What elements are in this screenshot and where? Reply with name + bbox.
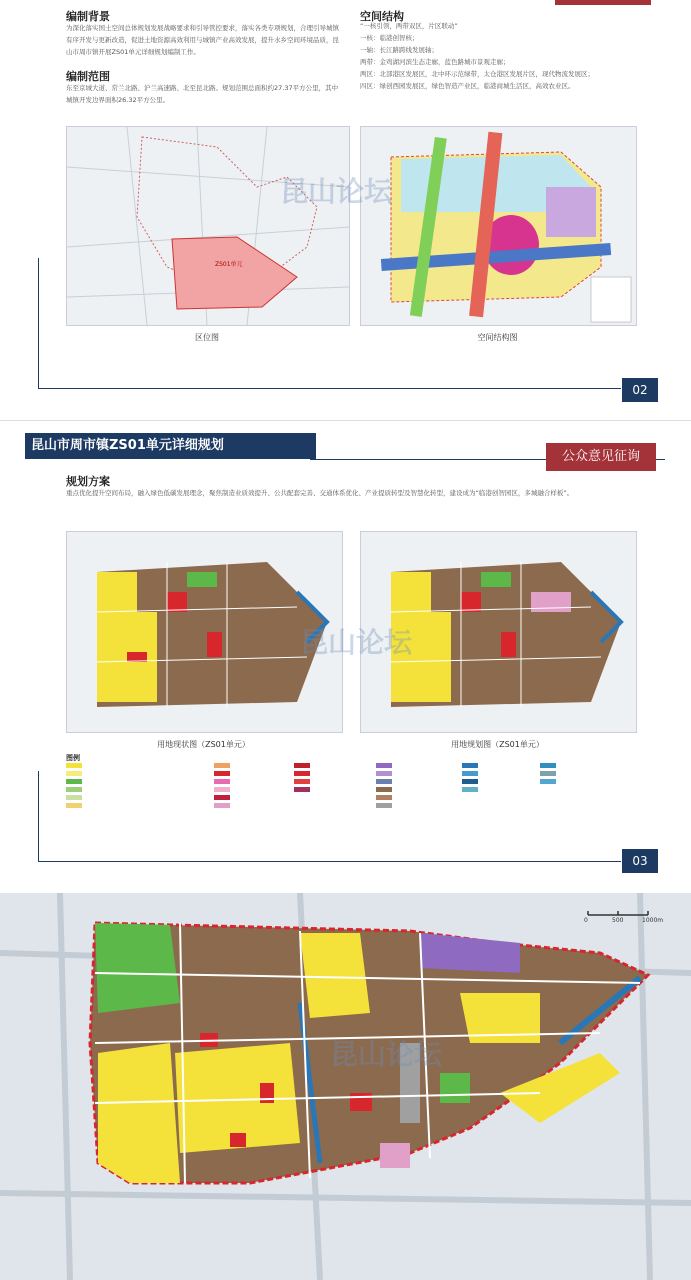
heading-structure: 空间结构 [360,10,404,23]
frame-line [38,771,39,861]
structure-line: 两带：金鸡湖河滨生态走廊，蓝色路城市景观走廊； [360,58,510,66]
scale-label: 0 [584,917,588,924]
text-plan: 重点优化提升空间布局，融入绿色低碳发展理念，聚焦制造业质效提升、公共配套完善、交通体系优化、产业提质转型及智慧化转型，建设成为“临港创智园区，多城融合样板”。 [66,489,574,497]
legend-title: 图例 [66,754,80,762]
heading-background: 编制背景 [66,10,110,23]
frame-line [38,258,39,388]
page-number: 03 [622,849,658,873]
structure-line: “一核引领，两带双区，片区联动” [360,22,458,30]
structure-list [360,20,660,92]
watermark: 昆山论坛 [300,626,413,659]
text-background: 为深化落实国土空间总体规划发展战略要求和引导管控要求，落实各类专项规划，合理引导城镇有序开发与更新改造，促进土地资源高效利用与城镇产业高效发展，提升水乡空间环境品质，昆山市周市镇开展ZS01单元详细规划编制工作。 [66,24,339,56]
heading-plan: 规划方案 [66,475,110,488]
document-title: 昆山市周市镇ZS01单元详细规划 [25,433,316,459]
legend-swatches [66,761,642,833]
structure-map [360,126,637,326]
structure-line: 一核：临港创智核； [360,34,419,42]
location-map-caption: 区位图 [195,333,219,342]
accent-bar [555,0,651,5]
location-map [66,126,350,326]
watermark: 昆山论坛 [330,1038,443,1071]
page-02 [0,0,691,412]
location-map-svg [67,127,349,325]
structure-map-svg [361,127,636,325]
structure-line: 两区：北部港区发展区，北中环示范绿带，太仓港区发展片区，现代物流发展区； [360,70,594,78]
scale-label: 1000m [642,917,664,924]
frame-line [38,388,621,389]
public-consultation-badge: 公众意见征询 [546,443,656,471]
structure-line: 四区：绿创西园发展区，绿色智造产业区，临港商城生活区，高效农业区。 [360,82,575,90]
detail-map-svg [0,893,691,1280]
planned-map-caption: 用地规划图（ZS01单元） [451,740,544,749]
scale-label: 500 [612,917,624,924]
structure-map-caption: 空间结构图 [477,333,518,342]
legend [66,761,642,833]
watermark: 昆山论坛 [280,175,393,208]
zs01-label: ZS01单元 [215,261,243,268]
current-map-caption: 用地现状图（ZS01单元） [157,740,250,749]
page-03 [0,420,691,886]
text-scope: 东至京城大道、常兰北路、沪兰高速路、北至昆北路。规划范围总面积约27.37平方公里，其中城镇开发边界面积26.32平方公里。 [66,84,339,104]
frame-line [38,861,621,862]
structure-line: 一轴：长江路跨线发展轴； [360,46,438,54]
heading-scope: 编制范围 [66,70,110,83]
page-number: 02 [622,378,658,402]
landuse-detail-map [0,893,691,1280]
